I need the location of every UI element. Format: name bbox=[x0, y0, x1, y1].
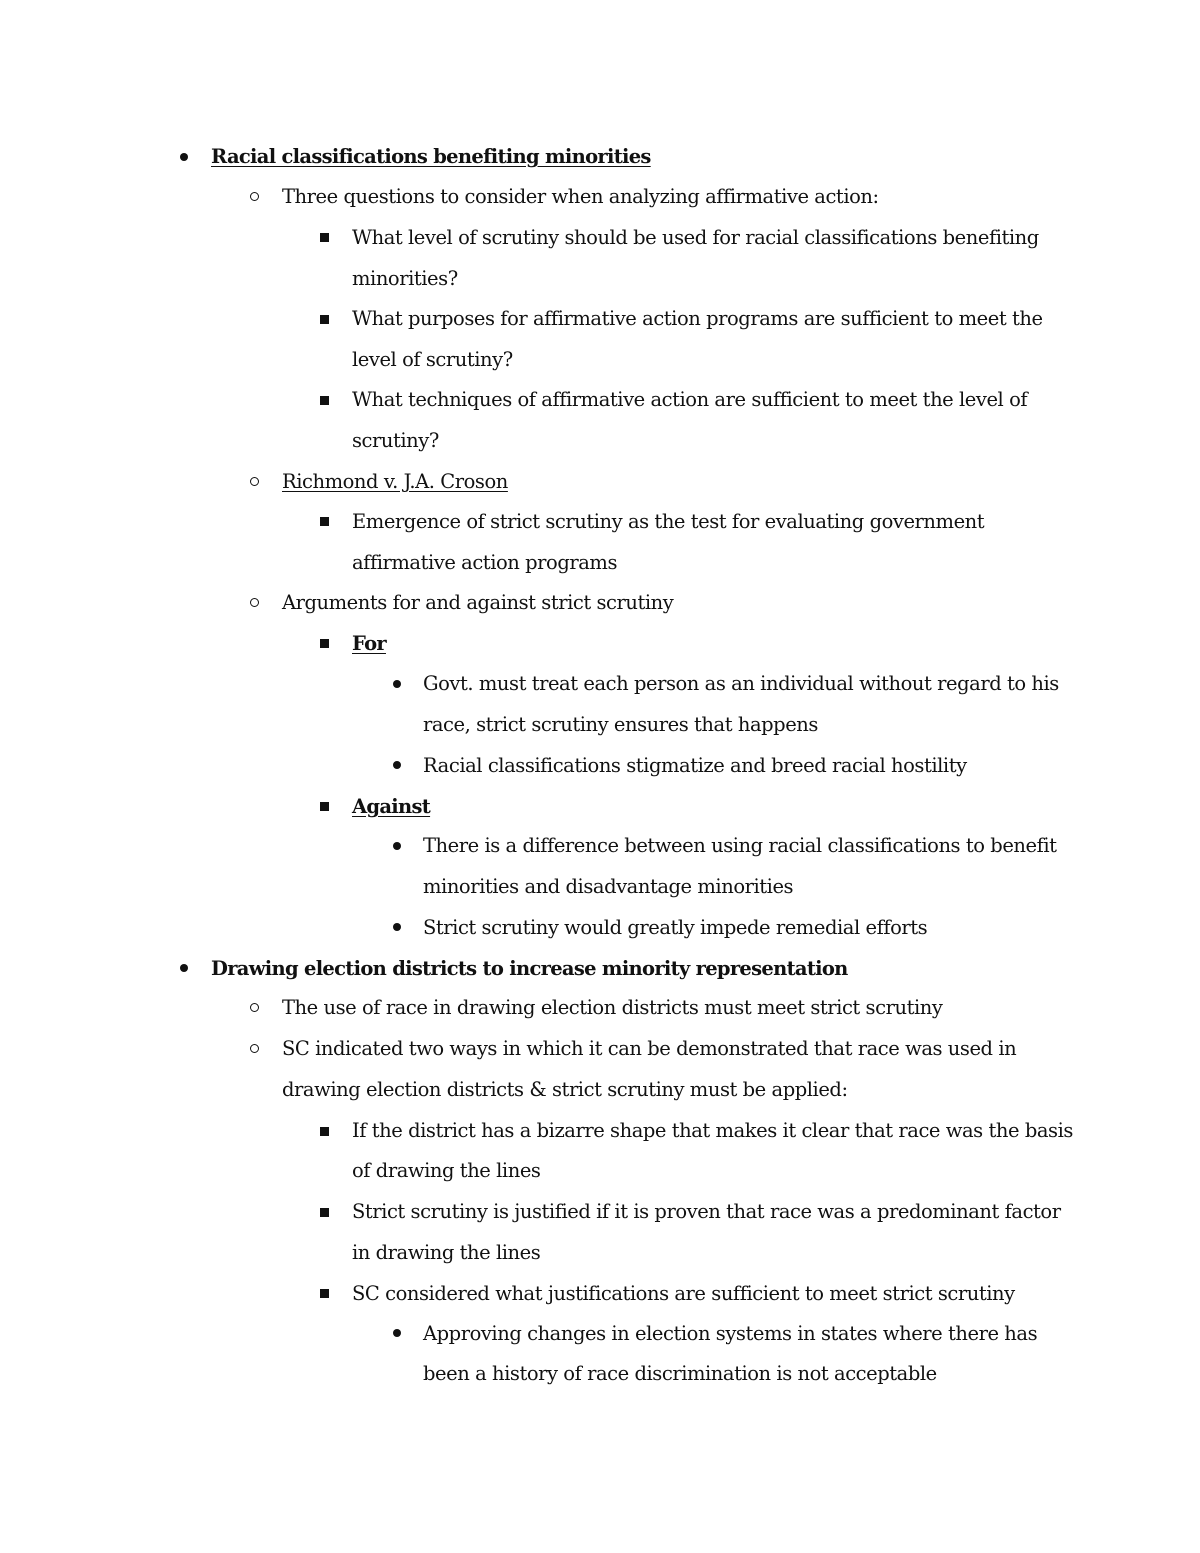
bullet-square-icon bbox=[320, 315, 329, 324]
label-for: For bbox=[352, 632, 386, 655]
bullet-circle-icon bbox=[250, 477, 259, 486]
question-techniques-cont: scrutiny? bbox=[352, 429, 439, 452]
way-bizarre-shape-cont: of drawing the lines bbox=[352, 1159, 541, 1182]
bullet-circle-icon bbox=[250, 192, 259, 201]
way-predominant-factor-cont: in drawing the lines bbox=[352, 1241, 541, 1264]
subpoint-two-ways-cont: drawing election districts & strict scrutiny must be applied: bbox=[282, 1078, 848, 1101]
bullet-disc-icon bbox=[393, 680, 401, 688]
for-point-individual-cont: race, strict scrutiny ensures that happens bbox=[423, 713, 818, 736]
croson-holding: Emergence of strict scrutiny as the test for evaluating government bbox=[352, 510, 985, 533]
bullet-square-icon bbox=[320, 233, 329, 242]
against-point-impede: Strict scrutiny would greatly impede remedial efforts bbox=[423, 916, 928, 939]
bullet-disc-icon bbox=[180, 964, 188, 972]
bullet-square-icon bbox=[320, 517, 329, 526]
subpoint-arguments: Arguments for and against strict scrutiny bbox=[282, 591, 674, 614]
bullet-disc-icon bbox=[180, 153, 188, 161]
bullet-circle-icon bbox=[250, 598, 259, 607]
bullet-square-icon bbox=[320, 639, 329, 648]
justifications-considered: SC considered what justifications are sufficient to meet strict scrutiny bbox=[352, 1282, 1015, 1305]
subpoint-use-of-race: The use of race in drawing election districts must meet strict scrutiny bbox=[282, 996, 943, 1019]
bullet-square-icon bbox=[320, 1127, 329, 1136]
bullet-disc-icon bbox=[393, 1329, 401, 1337]
against-point-difference: There is a difference between using racial classifications to benefit bbox=[423, 834, 1057, 857]
case-richmond-croson: Richmond v. J.A. Croson bbox=[282, 470, 508, 493]
bullet-circle-icon bbox=[250, 1044, 259, 1053]
bullet-square-icon bbox=[320, 802, 329, 811]
subpoint-two-ways: SC indicated two ways in which it can be demonstrated that race was used in bbox=[282, 1037, 1017, 1060]
section-heading-election-districts: Drawing election districts to increase minority representation bbox=[211, 957, 848, 980]
against-point-difference-cont: minorities and disadvantage minorities bbox=[423, 875, 794, 898]
bullet-disc-icon bbox=[393, 842, 401, 850]
for-point-individual: Govt. must treat each person as an individual without regard to his bbox=[423, 672, 1059, 695]
way-bizarre-shape: If the district has a bizarre shape that makes it clear that race was the basis bbox=[352, 1119, 1073, 1142]
justification-approving-changes: Approving changes in election systems in states where there has bbox=[423, 1322, 1038, 1345]
bullet-disc-icon bbox=[393, 761, 401, 769]
question-techniques: What techniques of affirmative action are sufficient to meet the level of bbox=[352, 388, 1028, 411]
bullet-square-icon bbox=[320, 1208, 329, 1217]
subpoint-three-questions: Three questions to consider when analyzing affirmative action: bbox=[282, 185, 879, 208]
question-level-of-scrutiny-cont: minorities? bbox=[352, 267, 458, 290]
way-predominant-factor: Strict scrutiny is justified if it is proven that race was a predominant factor bbox=[352, 1200, 1061, 1223]
question-purposes: What purposes for affirmative action programs are sufficient to meet the bbox=[352, 307, 1043, 330]
section-heading-racial-classifications: Racial classifications benefiting minorities bbox=[211, 145, 651, 168]
for-point-stigmatize: Racial classifications stigmatize and breed racial hostility bbox=[423, 754, 967, 777]
question-purposes-cont: level of scrutiny? bbox=[352, 348, 513, 371]
bullet-square-icon bbox=[320, 1289, 329, 1298]
label-against: Against bbox=[352, 795, 431, 818]
croson-holding-cont: affirmative action programs bbox=[352, 551, 618, 574]
bullet-square-icon bbox=[320, 396, 329, 405]
bullet-circle-icon bbox=[250, 1003, 259, 1012]
justification-approving-changes-cont: been a history of race discrimination is not acceptable bbox=[423, 1362, 937, 1385]
bullet-disc-icon bbox=[393, 923, 401, 931]
question-level-of-scrutiny: What level of scrutiny should be used for racial classifications benefiting bbox=[352, 226, 1039, 249]
